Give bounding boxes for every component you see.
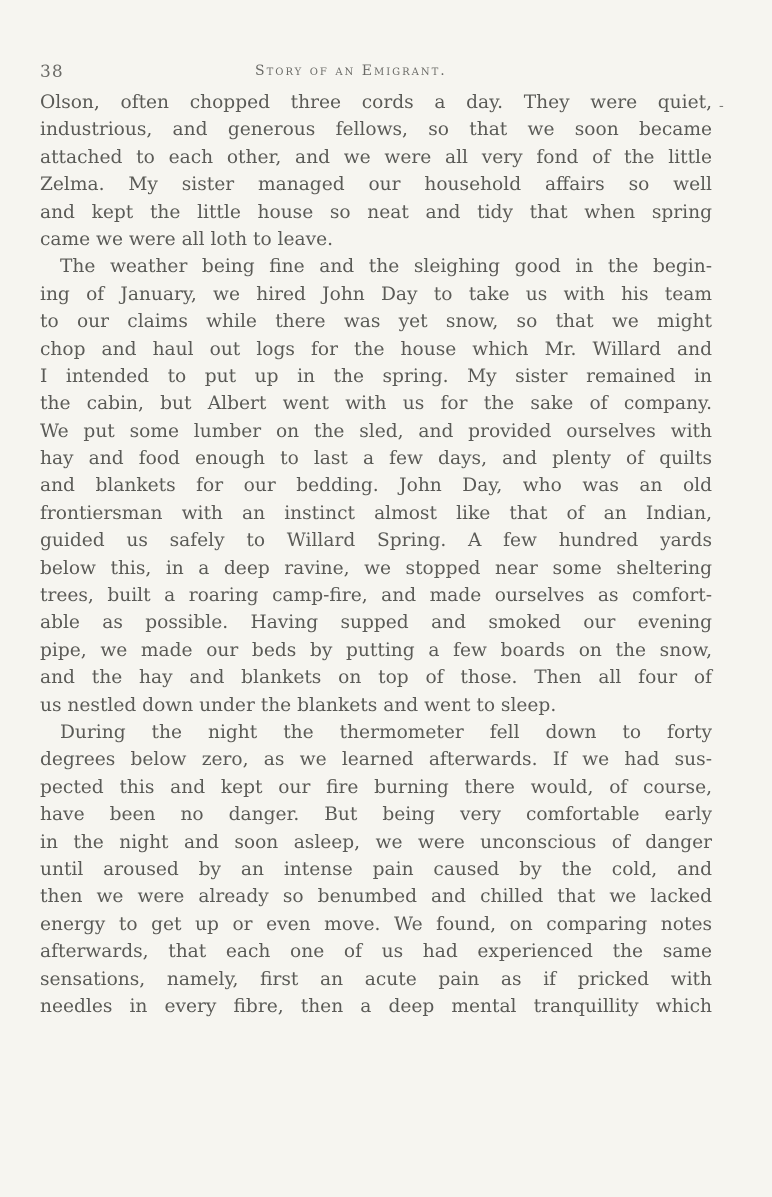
text-line: and blankets for our bedding. John Day, who was an old (40, 475, 712, 497)
text-line: frontiersman with an instinct almost like that of an Indian, (40, 502, 712, 524)
text-line: industrious, and generous fellows, so that we soon became (40, 119, 712, 141)
text-line: During the night the thermometer fell down to forty (60, 721, 712, 743)
text-line: guided us safely to Willard Spring. A few hundred yards (40, 530, 712, 552)
text-line: ing of January, we hired John Day to take us with his team (40, 283, 712, 305)
page-number: 38 (40, 62, 64, 82)
text-line: until aroused by an intense pain caused by the cold, and (40, 858, 712, 880)
text-line: us nestled down under the blankets and went to sleep. (40, 694, 557, 716)
text-line: sensations, namely, first an acute pain as if pricked with (40, 968, 712, 990)
text-line: have been no danger. But being very comfortable early (40, 804, 712, 826)
text-line: in the night and soon asleep, we were unconscious of danger (40, 831, 712, 853)
text-line: the cabin, but Albert went with us for the sake of company. (40, 393, 712, 415)
text-line: to our claims while there was yet snow, so that we might (40, 311, 712, 333)
text-line: and the hay and blankets on top of those. Then all four of (40, 667, 712, 689)
body-text (40, 89, 712, 1020)
text-line: pected this and kept our fire burning there would, of course, (40, 776, 712, 798)
running-title: Story of an Emigrant. (255, 63, 447, 79)
text-line: attached to each other, and we were all very fond of the little (40, 146, 712, 168)
text-line: We put some lumber on the sled, and provided ourselves with (40, 420, 712, 442)
text-line: degrees below zero, as we learned afterwards. If we had sus- (40, 749, 712, 771)
text-line: The weather being fine and the sleighing good in the begin- (60, 256, 712, 278)
text-line: and kept the little house so neat and tidy that when spring (40, 201, 712, 223)
text-line: hay and food enough to last a few days, and plenty of quilts (40, 448, 712, 470)
text-line: chop and haul out logs for the house which Mr. Willard and (40, 338, 712, 360)
text-line: pipe, we made our beds by putting a few boards on the snow, (40, 639, 712, 661)
text-line: Zelma. My sister managed our household affairs so well (40, 174, 712, 196)
text-line: then we were already so benumbed and chilled that we lacked (40, 886, 712, 908)
text-line: trees, built a roaring camp-fire, and made ourselves as comfort- (40, 585, 712, 607)
text-line: came we were all loth to leave. (40, 228, 334, 250)
text-line: able as possible. Having supped and smoked our evening (40, 612, 712, 634)
text-line: afterwards, that each one of us had experienced the same (40, 941, 712, 963)
text-line: energy to get up or even move. We found, on comparing notes (40, 913, 712, 935)
text-line: Olson, often chopped three cords a day. They were quiet, (40, 92, 712, 113)
margin-mark: - (719, 98, 724, 114)
text-line: needles in every fibre, then a deep mental tranquillity which (40, 995, 712, 1017)
text-line: I intended to put up in the spring. My sister remained in (40, 365, 712, 387)
running-head (40, 62, 710, 86)
text-line: below this, in a deep ravine, we stopped near some sheltering (40, 557, 712, 579)
